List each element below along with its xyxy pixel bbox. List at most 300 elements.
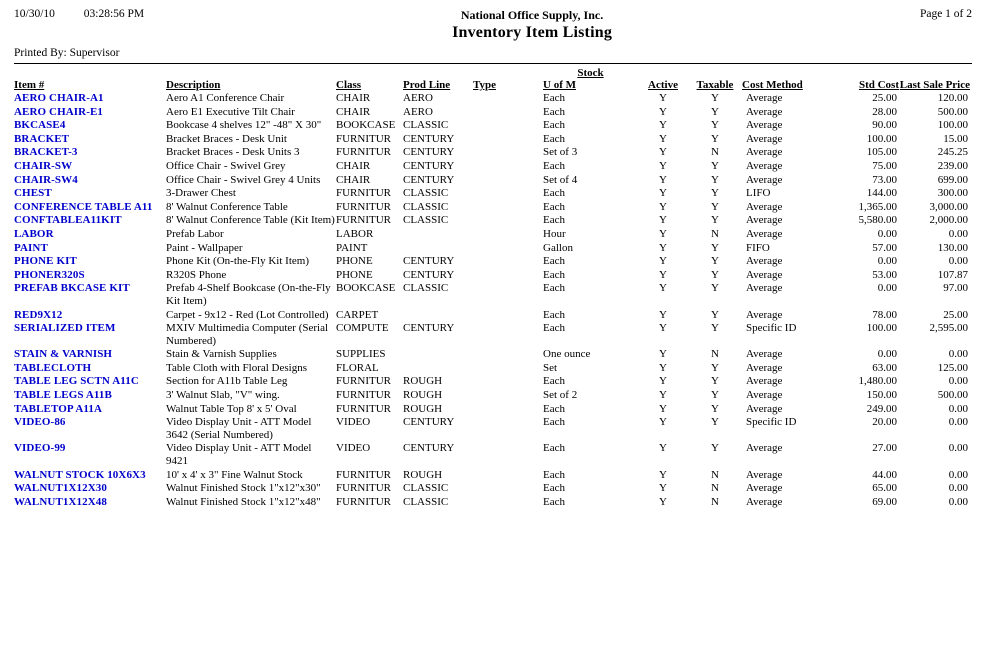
cell-class: BOOKCASE [336,282,396,295]
cell-description: Video Display Unit - ATT Model 9421 [166,442,312,468]
cell-class: FURNITUR [336,146,392,159]
cell-description: Walnut Finished Stock 1"x12"x48" [166,495,321,508]
cell-prod-line: ROUGH [403,468,443,481]
cell-std-cost: 69.00 [872,495,897,508]
cell-item: CHEST [14,187,52,200]
cell-type [473,482,543,496]
cell-active: Y [659,146,667,159]
cell-item: SERIALIZED ITEM [14,322,116,335]
cell-item: PAINT [14,241,48,254]
cell-last-sale-price: 0.00 [948,482,968,495]
cell-description: Carpet - 9x12 - Red (Lot Controlled) [166,308,329,321]
cell-description: Office Chair - Swivel Grey [166,159,286,172]
cell-last-sale-price: 0.00 [948,375,968,388]
cell-class: CHAIR [336,173,371,186]
cell-description: Aero E1 Executive Tilt Chair [166,105,295,118]
company-name: National Office Supply, Inc. [460,8,604,22]
cell-last-sale-price: 500.00 [937,105,968,118]
cell-type [473,389,543,403]
cell-prod-line: CENTURY [403,322,455,335]
cell-description: 10' x 4' x 3" Fine Walnut Stock [166,468,303,481]
table-row[interactable] [14,375,970,389]
cell-uom: Each [543,402,565,415]
cell-item: AERO CHAIR-E1 [14,105,103,118]
table-row[interactable] [14,469,970,483]
cell-last-sale-price: 0.00 [948,227,968,240]
cell-type [473,119,543,133]
cell-last-sale-price: 300.00 [937,187,968,200]
table-row[interactable] [14,174,970,188]
cell-prod-line: CENTURY [403,173,455,186]
cell-class: FURNITUR [336,495,392,508]
table-row[interactable] [14,92,970,106]
table-row[interactable] [14,119,970,133]
cell-type [473,416,543,442]
cell-uom: Each [543,442,565,455]
cell-type [473,403,543,417]
cell-class: VIDEO [336,416,371,429]
cell-uom: Each [543,282,565,295]
cell-prod-line: CLASSIC [403,214,449,227]
cell-last-sale-price: 97.00 [943,282,968,295]
cell-cost-method: Average [746,146,783,159]
cell-active: Y [659,227,667,240]
cell-last-sale-price: 0.00 [948,348,968,361]
cell-active: Y [659,468,667,481]
table-row[interactable] [14,362,970,376]
cell-prod-line: ROUGH [403,389,443,402]
cell-type [473,282,543,308]
cell-class: FURNITUR [336,200,392,213]
table-row[interactable] [14,133,970,147]
table-row[interactable] [14,269,970,283]
cell-taxable: N [711,146,719,159]
table-row[interactable] [14,322,970,348]
table-row[interactable] [14,201,970,215]
cell-type [473,160,543,174]
column-header-prod-line: Prod Line [403,79,451,91]
cell-std-cost: 144.00 [866,187,897,200]
cell-item: TABLE LEG SCTN A11C [14,375,139,388]
cell-prod-line: CENTURY [403,268,455,281]
report-time: 03:28:56 PM [83,8,145,20]
cell-std-cost: 78.00 [872,308,897,321]
cell-std-cost: 0.00 [877,282,897,295]
cell-item: WALNUT1X12X30 [14,482,107,495]
cell-uom: Each [543,119,565,132]
cell-cost-method: Average [746,402,783,415]
table-row[interactable] [14,228,970,242]
cell-description: 8' Walnut Conference Table (Kit Item) [166,214,335,227]
cell-std-cost: 90.00 [872,119,897,132]
cell-description: Video Display Unit - ATT Model 3642 (Serial Numbered) [166,416,312,441]
cell-taxable: Y [711,159,719,172]
cell-std-cost: 150.00 [866,389,897,402]
column-header-class: Class [336,79,362,91]
cell-taxable: Y [711,241,719,254]
cell-description: Walnut Table Top 8' x 5' Oval [166,402,297,415]
cell-uom: Each [543,159,565,172]
cell-description: 8' Walnut Conference Table [166,200,288,213]
table-row[interactable] [14,282,970,308]
table-row[interactable] [14,496,970,510]
cell-last-sale-price: 0.00 [948,468,968,481]
cell-taxable: N [711,348,719,361]
cell-cost-method: Average [746,132,783,145]
cell-type [473,469,543,483]
cell-type [473,146,543,160]
cell-uom: Each [543,468,565,481]
cell-prod-line [403,242,473,256]
cell-class: FURNITUR [336,214,392,227]
cell-last-sale-price: 0.00 [948,416,968,429]
cell-std-cost: 0.00 [877,255,897,268]
cell-class: LABOR [336,227,374,240]
cell-taxable: Y [711,92,719,104]
cell-taxable: Y [711,255,719,268]
table-header [14,66,970,92]
cell-taxable: Y [711,173,719,186]
cell-std-cost: 5,580.00 [858,214,897,227]
cell-type [473,255,543,269]
cell-item: CONFTABLEA11KIT [14,214,122,227]
cell-prod-line: CLASSIC [403,119,449,132]
cell-type [473,201,543,215]
cell-description: Section for A11b Table Leg [166,375,288,388]
cell-uom: Each [543,92,565,104]
cell-type [473,269,543,283]
table-row[interactable] [14,389,970,403]
cell-active: Y [659,241,667,254]
cell-item: WALNUT STOCK 10X6X3 [14,468,146,481]
cell-active: Y [659,495,667,508]
cell-std-cost: 249.00 [866,402,897,415]
cell-last-sale-price: 2,000.00 [929,214,968,227]
cell-std-cost: 0.00 [877,227,897,240]
cell-item: PHONER320S [14,268,85,281]
cell-description: Walnut Finished Stock 1"x12"x30" [166,482,321,495]
cell-uom: Each [543,416,565,429]
cell-active: Y [659,132,667,145]
cell-taxable: N [711,468,719,481]
table-row[interactable] [14,146,970,160]
cell-std-cost: 100.00 [866,132,897,145]
cell-prod-line: CENTURY [403,146,455,159]
cell-item: CONFERENCE TABLE A11 [14,200,153,213]
column-header-cost-method: Cost Method [742,79,803,91]
header-left [14,8,144,20]
cell-std-cost: 1,480.00 [858,375,897,388]
cell-cost-method: Average [746,348,783,361]
cell-prod-line: AERO [403,92,433,104]
cell-uom: Each [543,132,565,145]
table-row[interactable] [14,106,970,120]
cell-last-sale-price: 0.00 [948,495,968,508]
cell-type [473,309,543,323]
cell-item: PREFAB BKCASE KIT [14,282,130,295]
table-row[interactable] [14,187,970,201]
cell-active: Y [659,442,667,455]
cell-item: TABLECLOTH [14,361,92,374]
table-row[interactable] [14,255,970,269]
cell-class: CHAIR [336,105,371,118]
table-row[interactable] [14,242,970,256]
cell-item: VIDEO-99 [14,442,66,455]
cell-taxable: N [711,482,719,495]
cell-item: BRACKET-3 [14,146,78,159]
cell-prod-line [403,348,473,362]
cell-last-sale-price: 125.00 [937,361,968,374]
cell-type [473,375,543,389]
cell-class: FURNITUR [336,468,392,481]
cell-item: TABLE LEGS A11B [14,389,112,402]
column-header-active: Active [648,79,678,91]
cell-cost-method: Average [746,173,783,186]
cell-uom: Set of 4 [543,173,578,186]
cell-class: COMPUTE [336,322,389,335]
cell-cost-method: LIFO [746,187,771,200]
cell-prod-line: ROUGH [403,375,443,388]
cell-cost-method: Average [746,119,783,132]
cell-cost-method: Average [746,308,783,321]
table-row[interactable] [14,416,970,442]
cell-cost-method: Average [746,227,783,240]
cell-prod-line [403,228,473,242]
cell-active: Y [659,105,667,118]
cell-taxable: Y [711,416,719,429]
cell-cost-method: Average [746,468,783,481]
header-divider [14,63,972,64]
cell-active: Y [659,159,667,172]
cell-description: Bracket Braces - Desk Unit [166,132,287,145]
cell-taxable: Y [711,200,719,213]
cell-description: MXIV Multimedia Computer (Serial Numbered) [166,322,329,347]
page-title: Inventory Item Listing [452,24,613,41]
cell-std-cost: 28.00 [872,105,897,118]
cell-uom: One ounce [543,348,591,361]
cell-type [473,214,543,228]
cell-type [473,228,543,242]
cell-class: CHAIR [336,159,371,172]
cell-active: Y [659,200,667,213]
cell-active: Y [659,92,667,104]
cell-last-sale-price: 100.00 [937,119,968,132]
cell-last-sale-price: 239.00 [937,159,968,172]
cell-type [473,348,543,362]
cell-uom: Each [543,105,565,118]
cell-class: VIDEO [336,442,371,455]
cell-description: Prefab Labor [166,227,224,240]
report-date: 10/30/10 [14,8,55,20]
cell-description: Phone Kit (On-the-Fly Kit Item) [166,255,309,268]
cell-type [473,92,543,106]
cell-item: LABOR [14,227,54,240]
cell-last-sale-price: 699.00 [937,173,968,186]
table-row[interactable] [14,309,970,323]
cell-type [473,442,543,468]
cell-taxable: Y [711,187,719,200]
column-header-std-cost: Std Cost [858,79,899,91]
cell-active: Y [659,375,667,388]
cell-std-cost: 63.00 [872,361,897,374]
cell-uom: Hour [543,227,566,240]
cell-type [473,362,543,376]
cell-taxable: Y [711,214,719,227]
cell-std-cost: 65.00 [872,482,897,495]
cell-active: Y [659,214,667,227]
cell-type [473,322,543,348]
column-header-description: Description [166,79,221,91]
cell-active: Y [659,389,667,402]
cell-last-sale-price: 245.25 [937,146,968,159]
cell-class: CARPET [336,308,379,321]
cell-item: VIDEO-86 [14,416,66,429]
cell-item: CHAIR-SW4 [14,173,78,186]
table-body [14,92,970,509]
cell-description: Bookcase 4 shelves 12" -48" X 30" [166,119,322,132]
cell-description: 3-Drawer Chest [166,187,236,200]
cell-cost-method: Average [746,375,783,388]
cell-active: Y [659,361,667,374]
cell-cost-method: Average [746,268,783,281]
cell-class: PAINT [336,241,368,254]
cell-uom: Each [543,268,565,281]
cell-type [473,133,543,147]
cell-class: FLORAL [336,361,379,374]
cell-type [473,242,543,256]
cell-uom: Each [543,308,565,321]
cell-active: Y [659,482,667,495]
table-row[interactable] [14,214,970,228]
cell-taxable: Y [711,105,719,118]
cell-cost-method: Average [746,495,783,508]
cell-last-sale-price: 2,595.00 [929,322,968,335]
cell-description: Table Cloth with Floral Designs [166,361,307,374]
cell-last-sale-price: 0.00 [948,255,968,268]
cell-cost-method: Average [746,255,783,268]
cell-class: FURNITUR [336,187,392,200]
cell-cost-method: Average [746,361,783,374]
table-row[interactable] [14,442,970,468]
cell-uom: Each [543,495,565,508]
cell-active: Y [659,322,667,335]
cell-uom: Each [543,255,565,268]
cell-type [473,496,543,510]
column-header-taxable: Taxable [696,79,734,91]
cell-description: Stain & Varnish Supplies [166,348,277,361]
cell-std-cost: 27.00 [872,442,897,455]
table-row[interactable] [14,160,970,174]
cell-description: Office Chair - Swivel Grey 4 Units [166,173,321,186]
report-header [14,8,972,44]
cell-class: FURNITUR [336,132,392,145]
cell-taxable: Y [711,389,719,402]
cell-last-sale-price: 130.00 [937,241,968,254]
page-number: Page 1 of 2 [919,8,972,20]
cell-class: PHONE [336,255,373,268]
cell-cost-method: Specific ID [746,416,797,429]
cell-prod-line: CLASSIC [403,495,449,508]
cell-uom: Gallon [543,241,573,254]
cell-description: Aero A1 Conference Chair [166,92,285,104]
cell-item: BKCASE4 [14,119,66,132]
cell-std-cost: 105.00 [866,146,897,159]
cell-active: Y [659,187,667,200]
cell-std-cost: 1,365.00 [858,200,897,213]
cell-active: Y [659,255,667,268]
cell-active: Y [659,402,667,415]
cell-item: STAIN & VARNISH [14,348,113,361]
cell-class: FURNITUR [336,389,392,402]
cell-taxable: Y [711,308,719,321]
cell-description: R320S Phone [166,268,227,281]
cell-std-cost: 0.00 [877,348,897,361]
cell-uom: Set of 3 [543,146,578,159]
cell-last-sale-price: 500.00 [937,389,968,402]
cell-last-sale-price: 0.00 [948,402,968,415]
cell-taxable: Y [711,119,719,132]
column-header-uom: U of M [543,79,576,91]
cell-last-sale-price: 25.00 [943,308,968,321]
table-row[interactable] [14,482,970,496]
cell-prod-line: AERO [403,105,433,118]
cell-cost-method: Average [746,200,783,213]
cell-uom: Set of 2 [543,389,578,402]
cell-taxable: N [711,495,719,508]
cell-std-cost: 25.00 [872,92,897,104]
cell-taxable: Y [711,402,719,415]
cell-std-cost: 53.00 [872,268,897,281]
cell-active: Y [659,416,667,429]
cell-prod-line [403,362,473,376]
cell-description: Bracket Braces - Desk Units 3 [166,146,300,159]
cell-uom: Each [543,482,565,495]
inventory-table-container [14,66,972,509]
cell-cost-method: Specific ID [746,322,797,335]
cell-active: Y [659,348,667,361]
cell-prod-line: CENTURY [403,442,455,455]
header-center [144,8,920,44]
cell-last-sale-price: 120.00 [937,92,968,104]
cell-description: Paint - Wallpaper [166,241,243,254]
cell-cost-method: Average [746,482,783,495]
cell-prod-line: CLASSIC [403,482,449,495]
cell-last-sale-price: 3,000.00 [929,200,968,213]
cell-std-cost: 20.00 [872,416,897,429]
cell-class: FURNITUR [336,482,392,495]
cell-prod-line [403,309,473,323]
cell-cost-method: Average [746,282,783,295]
cell-taxable: Y [711,132,719,145]
cell-item: WALNUT1X12X48 [14,495,107,508]
cell-class: BOOKCASE [336,119,396,132]
column-header-type: Type [473,79,497,91]
cell-cost-method: Average [746,159,783,172]
cell-uom: Each [543,214,565,227]
cell-prod-line: ROUGH [403,402,443,415]
cell-class: FURNITUR [336,402,392,415]
cell-prod-line: CENTURY [403,132,455,145]
cell-uom: Set [543,361,558,374]
table-row[interactable] [14,403,970,417]
cell-type [473,106,543,120]
table-row[interactable] [14,348,970,362]
cell-last-sale-price: 15.00 [943,132,968,145]
cell-taxable: Y [711,282,719,295]
cell-taxable: Y [711,268,719,281]
cell-item: TABLETOP A11A [14,402,103,415]
cell-taxable: Y [711,442,719,455]
